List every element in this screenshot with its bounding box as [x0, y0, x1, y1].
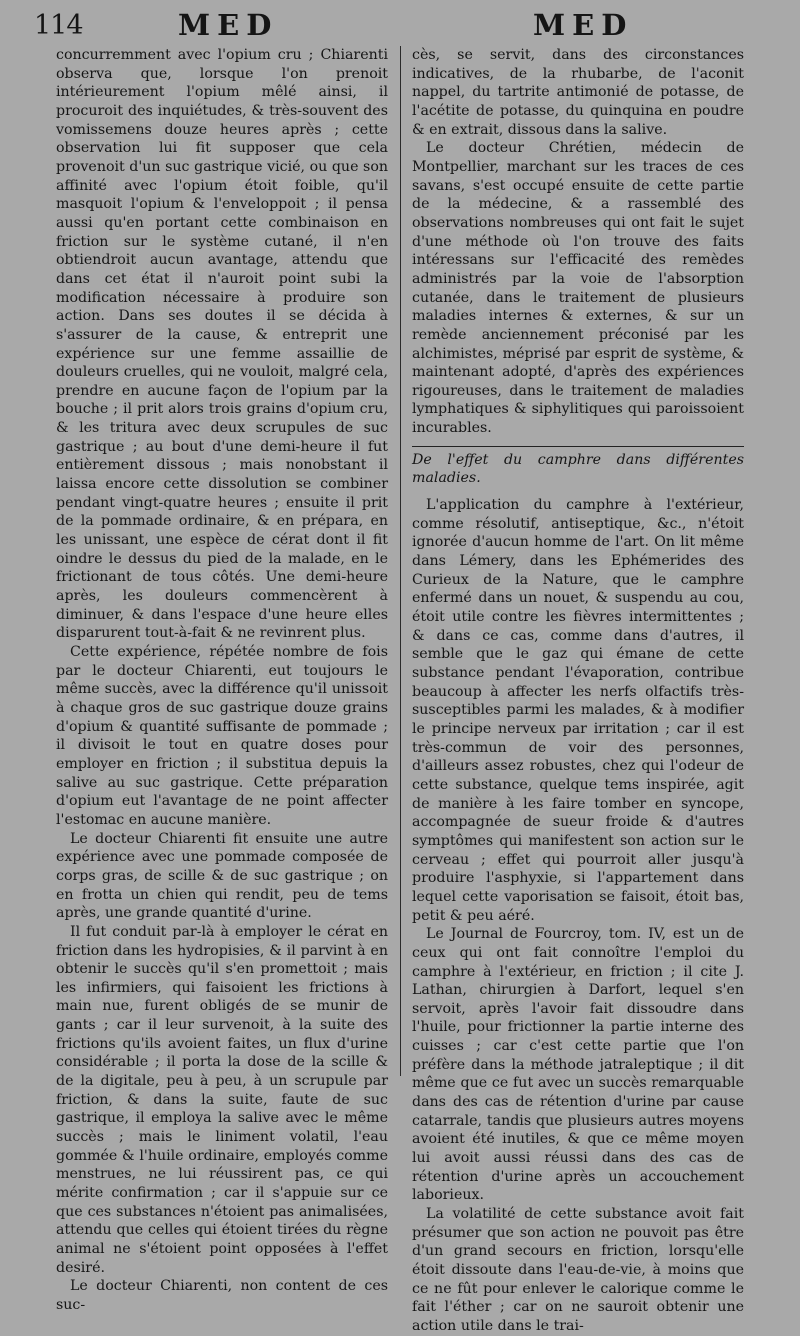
- running-head-right: MED: [533, 8, 634, 42]
- paragraph: Le docteur Chiarenti fit ensuite une autre expérience avec une pommade composée de corps gras, de scille & de suc gastrique ; on en frotta un chien qui rendit, peu de tems après, une grande quantité d'urine.: [56, 830, 388, 922]
- paragraph: cès, se servit, dans des circonstances indicatives, de la rhubarbe, de l'aconit nappel, du tartrite antimonié de potasse, de l'acétite de potasse, du quinquina en poudre & en extrait, dissous dans la salive.: [412, 47, 744, 138]
- right-column: [412, 46, 744, 1336]
- paragraph: Le docteur Chrétien, médecin de Montpellier, marchant sur les traces de ces savans, s'est occupé ensuite de cette partie de la médecine, & a rassemblé des observations nombreuses qui ont fait le sujet d'une méthode où l'on trouve des faits intéressans sur l'efficacité des remèdes administrés par la voie de l'absorption cutanée, dans le traitement de plusieurs maladies internes & externes, & sur un remède anciennement préconisé par les alchimistes, méprisé par esprit de système, & maintenant adopté, d'après des expériences rigoureuses, dans le traitement de maladies lymphatiques & siphylitiques qui paroissoient incurables.: [412, 140, 744, 437]
- paragraph: concurremment avec l'opium cru ; Chiarenti observa que, lorsque l'on prenoit intérieurement l'opium mêlé ainsi, il procuroit des inquiétudes, & très-souvent des vomissemens douze heures après ; cette observation lui fit supposer que cela provenoit d'un suc gastrique vicié, ou que son affinité avec l'opium étoit foible, qu'il masquoit l'opium & l'enveloppoit ; il pensa aussi qu'en portant cette combinaison en friction sur le système cutané, il n'en obtiendroit aucun avantage, attendu que dans cet état il n'auroit point subi la modification nécessaire à produire son action. Dans ses doutes il se décida à s'assurer de la cause, & entreprit une expérience sur une femme assaillie de douleurs cruelles, qui ne vouloit, malgré cela, prendre en aucune façon de l'opium par la bouche ; il prit alors trois grains d'opium cru, & les tritura avec deux scrupules de suc gastrique ; au bout d'une demi-heure il fut entièrement dissous ; mais nonobstant il laissa encore cette dissolution se combiner pendant vingt-quatre heures ; ensuite il prit de la pommade ordinaire, & en prépara, en les unissant, une espèce de cérat dont il fit oindre le dessus du pied de la malade, en le frictionant de tous côtés. Une demi-heure après, les douleurs commencèrent à diminuer, & dans l'espace d'une heure elles disparurent tout-à-fait & ne revinrent plus.: [56, 47, 388, 642]
- paragraph: Le Journal de Fourcroy, tom. IV, est un de ceux qui ont fait connoître l'emploi du camphre à l'extérieur, en friction ; il cite J. Lathan, chirurgien à Darfort, lequel s'en servoit, après l'avoir fait dissoudre dans l'huile, pour frictionner la partie interne des cuisses ; car c'est cette partie que l'on préfère dans la méthode jatraleptique ; il dit même que ce fut avec un succès remarquable dans des cas de rétention d'urine par cause catarrale, tandis que plusieurs autres moyens avoient été inutiles, & que ce même moyen lui avoit aussi réussi dans des cas de rétention d'urine après un accouchement laborieux.: [412, 926, 744, 1204]
- page-number: 114: [34, 10, 83, 41]
- paragraph: L'application du camphre à l'extérieur, comme résolutif, antiseptique, &c., n'étoit ignorée d'aucun homme de l'art. On lit même dans Lémery, dans les Ephémerides des Curieux de la Nature, que le camphre enfermé dans un nouet, & suspendu au cou, étoit utile contre les fièvres intermittentes ; & dans ce cas, comme dans d'autres, il semble que le gaz qui émane de cette substance pendant l'évaporation, contribue beaucoup à affecter les nerfs olfactifs très-susceptibles parmi les malades, & à modifier le principe nerveux par irritation ; car il est très-commun de voir des personnes, d'ailleurs assez robustes, chez qui l'odeur de cette substance, quelque tems inspirée, agit de manière à les faire tomber en syncope, accompagnée de sueur froide & d'autres symptômes qui manifestent son action sur le cerveau ; effet qui pourroit aller jusqu'à produire l'asphyxie, si l'appartement dans lequel cette vaporisation se faisoit, étoit bas, petit & peu aéré.: [412, 497, 744, 924]
- paragraph: Le docteur Chiarenti, non content de ces suc-: [56, 1278, 388, 1313]
- running-head-left: MED: [178, 8, 279, 42]
- paragraph: La volatilité de cette substance avoit fait présumer que son action ne pouvoit pas être d'un grand secours en friction, lorsqu'elle étoit dissoute dans l'eau-de-vie, à moins que ce ne fût pour enlever le calorique comme le fait l'éther ; car on ne sauroit obtenir une action utile dans le trai-: [412, 1206, 744, 1334]
- paragraph: Il fut conduit par-là à employer le cérat en friction dans les hydropisies, & il parvint à en obtenir le succès qu'il s'en promettoit ; mais les infirmiers, qui faisoient les frictions à main nue, furent obligés de se munir de gants ; car il leur survenoit, à la suite des frictions qu'ils avoient faites, un flux d'urine considérable ; il porta la dose de la scille & de la digitale, peu à peu, à un scrupule par friction, & dans la suite, faute de suc gastrique, il employa la salive avec le même succès ; mais le liniment volatil, l'eau gommée & l'huile ordinaire, employés comme menstrues, ne lui réussirent pas, ce qui mérite confirmation ; car il s'appuie sur ce que ces substances n'étoient pas animalisées, attendu que celles qui étoient tirées du règne animal ne s'étoient point opposées à l'effet desiré.: [56, 923, 388, 1276]
- paragraph: Cette expérience, répétée nombre de fois par le docteur Chiarenti, eut toujours le même succès, avec la différence qu'il unissoit à chaque gros de suc gastrique douze grains d'opium & quantité suffisante de pommade ; il divisoit le tout en quatre doses pour employer en friction ; il substitua depuis la salive au suc gastrique. Cette préparation d'opium eut l'avantage de ne point affecter l'estomac en aucune manière.: [56, 644, 388, 828]
- left-column: [56, 46, 388, 1315]
- section-heading: De l'effet du camphre dans différentes maladies.: [412, 446, 744, 488]
- column-divider: [400, 46, 401, 1076]
